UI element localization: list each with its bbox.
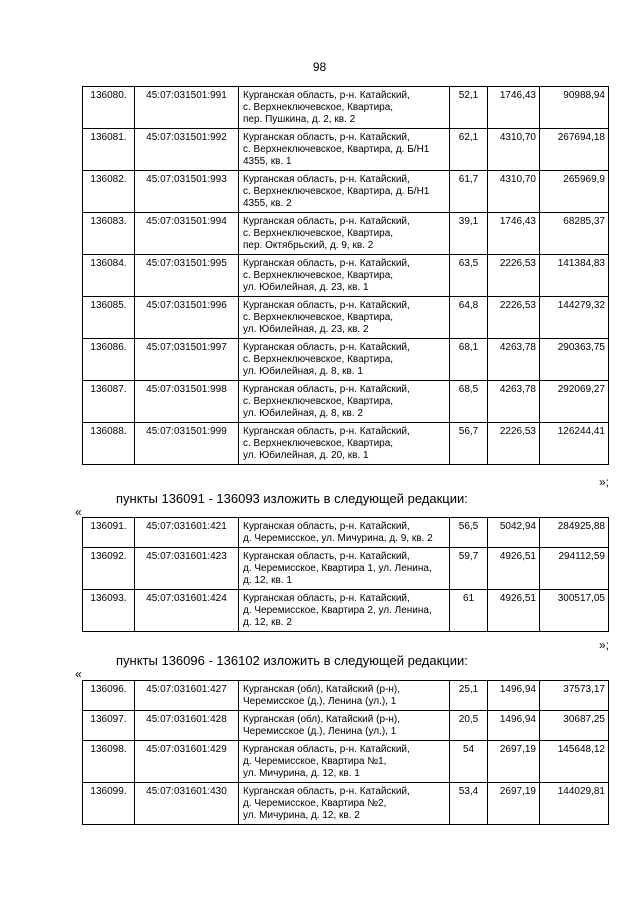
cadastral-number: 45:07:031601:423 xyxy=(135,548,239,590)
area-value: 56,7 xyxy=(450,423,488,465)
table-row xyxy=(83,129,609,171)
property-address: Курганская область, р-н. Катайский, д. Черемисское, Квартира №1, ул. Мичурина, д. 12, кв. 1 xyxy=(239,741,450,783)
cadastral-value: 265969,9 xyxy=(540,171,609,213)
property-address: Курганская область, р-н. Катайский, с. Верхнеключевское, Квартира, ул. Юбилейная, д. 20, кв. 1 xyxy=(239,423,450,465)
row-number: 136084. xyxy=(83,255,135,297)
table-row xyxy=(83,339,609,381)
unit-price: 1496,94 xyxy=(488,711,540,741)
amendment-instruction-2: пункты 136096 - 136102 изложить в следующей редакции: xyxy=(116,653,468,668)
row-number: 136099. xyxy=(83,783,135,825)
opening-quote-2: « xyxy=(75,667,82,681)
row-number: 136086. xyxy=(83,339,135,381)
row-number: 136096. xyxy=(83,681,135,711)
area-value: 54 xyxy=(450,741,488,783)
cadastral-value: 145648,12 xyxy=(540,741,609,783)
area-value: 68,5 xyxy=(450,381,488,423)
property-address: Курганская область, р-н. Катайский, д. Черемисское, Квартира 1, ул. Ленина, д. 12, кв. 1 xyxy=(239,548,450,590)
area-value: 68,1 xyxy=(450,339,488,381)
row-number: 136081. xyxy=(83,129,135,171)
cadastral-number: 45:07:031501:993 xyxy=(135,171,239,213)
cadastral-value: 290363,75 xyxy=(540,339,609,381)
area-value: 53,4 xyxy=(450,783,488,825)
cadastral-value: 267694,18 xyxy=(540,129,609,171)
property-address: Курганская область, р-н. Катайский, с. Верхнеключевское, Квартира, пер. Октябрьский, д. 9, кв. 2 xyxy=(239,213,450,255)
unit-price: 4263,78 xyxy=(488,381,540,423)
area-value: 56,5 xyxy=(450,518,488,548)
cadastral-value: 37573,17 xyxy=(540,681,609,711)
row-number: 136092. xyxy=(83,548,135,590)
property-address: Курганская (обл), Катайский (р-н), Черемисское (д.), Ленина (ул.), 1 xyxy=(239,681,450,711)
table-row xyxy=(83,590,609,632)
cadastral-number: 45:07:031501:992 xyxy=(135,129,239,171)
cadastral-value: 30687,25 xyxy=(540,711,609,741)
unit-price: 2226,53 xyxy=(488,423,540,465)
row-number: 136087. xyxy=(83,381,135,423)
table-row xyxy=(83,783,609,825)
area-value: 20,5 xyxy=(450,711,488,741)
table-row xyxy=(83,741,609,783)
table-row xyxy=(83,423,609,465)
row-number: 136085. xyxy=(83,297,135,339)
area-value: 61,7 xyxy=(450,171,488,213)
unit-price: 4926,51 xyxy=(488,548,540,590)
cadastral-value: 144029,81 xyxy=(540,783,609,825)
table-row xyxy=(83,171,609,213)
table-row xyxy=(83,681,609,711)
cadastral-number: 45:07:031501:997 xyxy=(135,339,239,381)
unit-price: 1746,43 xyxy=(488,213,540,255)
row-number: 136080. xyxy=(83,87,135,129)
property-address: Курганская (обл), Катайский (р-н), Черемисское (д.), Ленина (ул.), 1 xyxy=(239,711,450,741)
area-value: 64,8 xyxy=(450,297,488,339)
cadastral-value: 68285,37 xyxy=(540,213,609,255)
cadastral-number: 45:07:031501:994 xyxy=(135,213,239,255)
unit-price: 1496,94 xyxy=(488,681,540,711)
cadastral-number: 45:07:031601:429 xyxy=(135,741,239,783)
unit-price: 5042,94 xyxy=(488,518,540,548)
page-number: 98 xyxy=(312,60,327,74)
area-value: 52,1 xyxy=(450,87,488,129)
cadastral-value: 292069,27 xyxy=(540,381,609,423)
cadastral-number: 45:07:031501:995 xyxy=(135,255,239,297)
property-address: Курганская область, р-н. Катайский, с. Верхнеключевское, Квартира, ул. Юбилейная, д. 23, кв. 2 xyxy=(239,297,450,339)
opening-quote-1: « xyxy=(75,505,82,519)
row-number: 136091. xyxy=(83,518,135,548)
closing-quote-2: »; xyxy=(598,638,609,652)
unit-price: 1746,43 xyxy=(488,87,540,129)
amendment-instruction-1: пункты 136091 - 136093 изложить в следующей редакции: xyxy=(116,491,468,506)
cadastral-number: 45:07:031601:421 xyxy=(135,518,239,548)
row-number: 136093. xyxy=(83,590,135,632)
table-row xyxy=(83,87,609,129)
cadastral-number: 45:07:031601:427 xyxy=(135,681,239,711)
cadastral-number: 45:07:031501:998 xyxy=(135,381,239,423)
area-value: 61 xyxy=(450,590,488,632)
closing-quote-1: »; xyxy=(598,475,609,489)
property-address: Курганская область, р-н. Катайский, с. Верхнеключевское, Квартира, ул. Юбилейная, д. 23, кв. 1 xyxy=(239,255,450,297)
table-row xyxy=(83,213,609,255)
area-value: 59,7 xyxy=(450,548,488,590)
unit-price: 4310,70 xyxy=(488,171,540,213)
cadastral-number: 45:07:031501:991 xyxy=(135,87,239,129)
property-address: Курганская область, р-н. Катайский, с. Верхнеключевское, Квартира, пер. Пушкина, д. 2, кв. 2 xyxy=(239,87,450,129)
area-value: 63,5 xyxy=(450,255,488,297)
row-number: 136083. xyxy=(83,213,135,255)
cadastral-value: 144279,32 xyxy=(540,297,609,339)
register-table-2 xyxy=(82,517,609,632)
unit-price: 2697,19 xyxy=(488,783,540,825)
cadastral-value: 90988,94 xyxy=(540,87,609,129)
table-row xyxy=(83,548,609,590)
area-value: 62,1 xyxy=(450,129,488,171)
cadastral-number: 45:07:031601:430 xyxy=(135,783,239,825)
cadastral-value: 284925,88 xyxy=(540,518,609,548)
table-row xyxy=(83,297,609,339)
cadastral-value: 126244,41 xyxy=(540,423,609,465)
unit-price: 4263,78 xyxy=(488,339,540,381)
cadastral-value: 294112,59 xyxy=(540,548,609,590)
table-row xyxy=(83,711,609,741)
property-address: Курганская область, р-н. Катайский, с. Верхнеключевское, Квартира, д. Б/Н1 4355, кв. 2 xyxy=(239,171,450,213)
unit-price: 2697,19 xyxy=(488,741,540,783)
property-address: Курганская область, р-н. Катайский, с. Верхнеключевское, Квартира, д. Б/Н1 4355, кв. 1 xyxy=(239,129,450,171)
table-row xyxy=(83,518,609,548)
area-value: 25,1 xyxy=(450,681,488,711)
row-number: 136082. xyxy=(83,171,135,213)
row-number: 136098. xyxy=(83,741,135,783)
table-row xyxy=(83,255,609,297)
cadastral-number: 45:07:031501:999 xyxy=(135,423,239,465)
table-row xyxy=(83,381,609,423)
cadastral-value: 141384,83 xyxy=(540,255,609,297)
unit-price: 4310,70 xyxy=(488,129,540,171)
row-number: 136088. xyxy=(83,423,135,465)
cadastral-number: 45:07:031601:428 xyxy=(135,711,239,741)
area-value: 39,1 xyxy=(450,213,488,255)
cadastral-number: 45:07:031501:996 xyxy=(135,297,239,339)
unit-price: 2226,53 xyxy=(488,297,540,339)
property-address: Курганская область, р-н. Катайский, д. Черемисское, Квартира №2, ул. Мичурина, д. 12, кв. 2 xyxy=(239,783,450,825)
unit-price: 2226,53 xyxy=(488,255,540,297)
row-number: 136097. xyxy=(83,711,135,741)
property-address: Курганская область, р-н. Катайский, с. Верхнеключевское, Квартира, ул. Юбилейная, д. 8, кв. 1 xyxy=(239,339,450,381)
property-address: Курганская область, р-н. Катайский, с. Верхнеключевское, Квартира, ул. Юбилейная, д. 8, кв. 2 xyxy=(239,381,450,423)
register-table-3 xyxy=(82,680,609,825)
cadastral-value: 300517,05 xyxy=(540,590,609,632)
property-address: Курганская область, р-н. Катайский, д. Черемисское, ул. Мичурина, д. 9, кв. 2 xyxy=(239,518,450,548)
cadastral-number: 45:07:031601:424 xyxy=(135,590,239,632)
property-address: Курганская область, р-н. Катайский, д. Черемисское, Квартира 2, ул. Ленина, д. 12, кв. 2 xyxy=(239,590,450,632)
unit-price: 4926,51 xyxy=(488,590,540,632)
register-table-1 xyxy=(82,86,609,465)
